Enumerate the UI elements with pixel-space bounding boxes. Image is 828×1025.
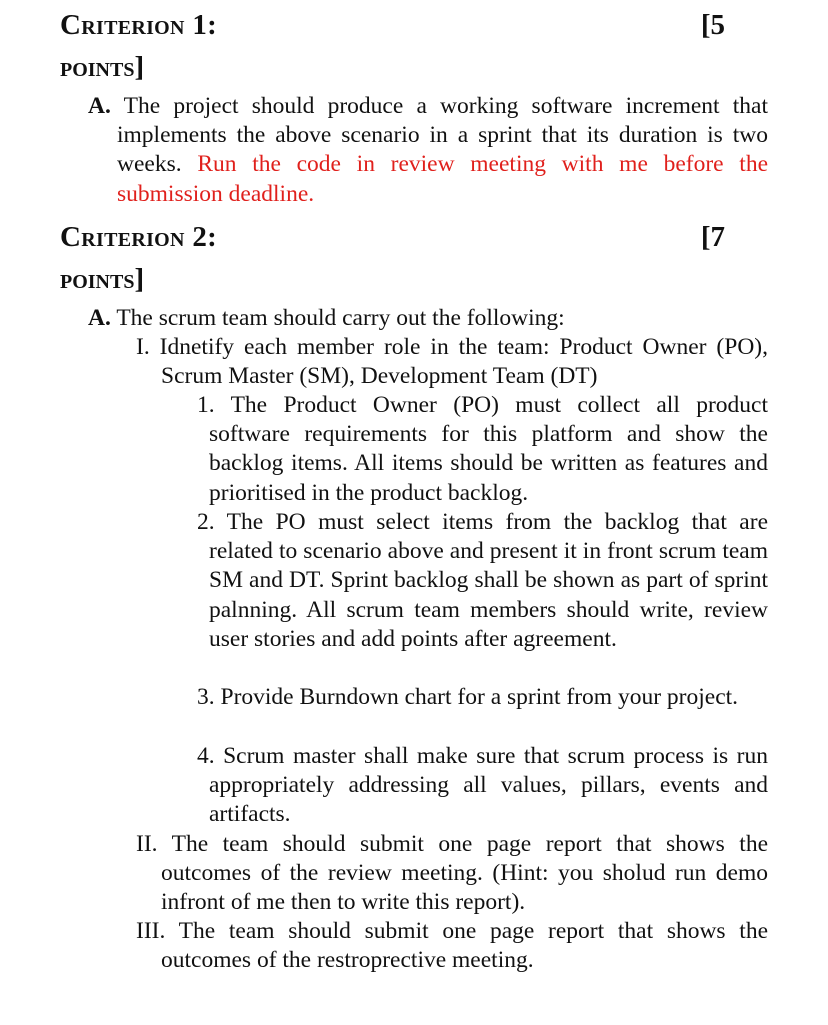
criterion-1-points: points] bbox=[60, 51, 145, 83]
step-item-3: 3. Provide Burndown chart for a sprint from your project. bbox=[197, 684, 739, 710]
criterion-2-points-open: [7 bbox=[700, 221, 725, 253]
item-a-highlight: Run the code in review meeting with me before the submission deadline. bbox=[117, 151, 768, 207]
item-a-text: The scrum team should carry out the following: bbox=[116, 305, 565, 331]
roman-item-2: II. The team should submit one page report that shows the outcomes of the review meeting. (Hint: you sholud run demo infront of me then to write this report). bbox=[136, 831, 768, 916]
item-a-text: The project should produce a working software increment that implements the above scenario in a sprint that its duration is two weeks. bbox=[117, 93, 768, 178]
criterion-1-points-open: [5 bbox=[700, 9, 725, 41]
criterion-1-title: Criterion 1: bbox=[60, 9, 218, 41]
step-item-2: 2. The PO must select items from the backlog that are related to scenario above and present it in front scrum team SM and DT. Sprint backlog shall be shown as part of sprint palnning. All scrum team members should write, review user stories and add points after agreement. bbox=[197, 509, 768, 652]
criterion-2-item-a bbox=[88, 304, 768, 333]
roman-item-3: III. The team should submit one page report that shows the outcomes of the restroprective meeting. bbox=[136, 918, 768, 974]
step-item-1: 1. The Product Owner (PO) must collect all product software requirements for this platform and show the backlog items. All items should be written as features and prioritised in the product backlog. bbox=[197, 392, 768, 506]
item-a-label: A. bbox=[88, 305, 111, 331]
criterion-2-title: Criterion 2: bbox=[60, 221, 218, 253]
criterion-2-points: points] bbox=[60, 263, 145, 295]
criterion-1-heading bbox=[60, 4, 725, 46]
step-item-4: 4. Scrum master shall make sure that scrum process is run appropriately addressing all values, pillars, events and artifacts. bbox=[197, 743, 768, 828]
item-a-label: A. bbox=[88, 93, 111, 119]
criterion-2-heading bbox=[60, 216, 725, 258]
criterion-1-item-a bbox=[88, 92, 768, 209]
roman-item-1: I. Idnetify each member role in the team: Product Owner (PO), Scrum Master (SM), Development Team (DT) bbox=[136, 334, 768, 390]
